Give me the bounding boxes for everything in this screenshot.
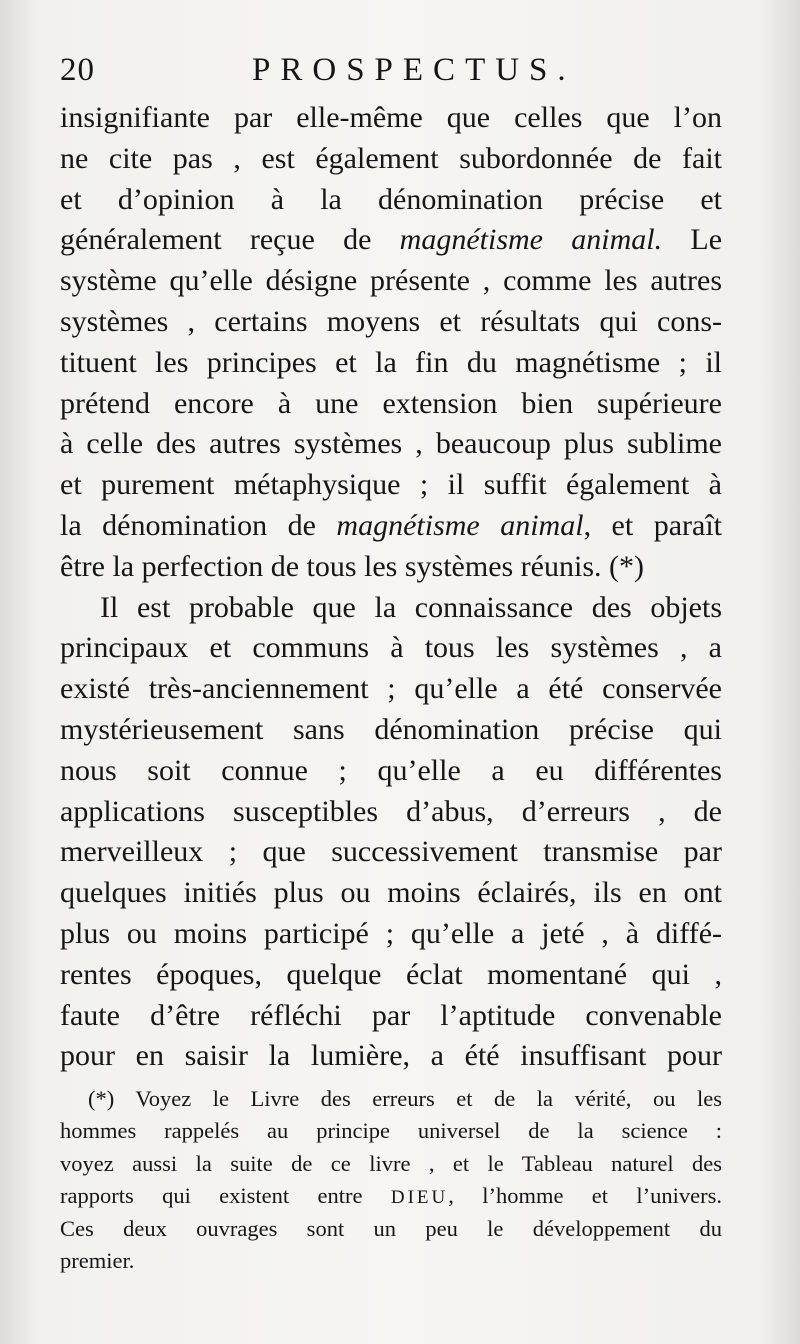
footnote-line: voyez aussi la suite de ce livre , et le Tableau naturel des (60, 1150, 722, 1176)
text-line: plus ou moins participé ; qu’elle a jeté , à diffé- (60, 916, 722, 950)
text-line: tituent les principes et la fin du magnétisme ; il (60, 345, 722, 379)
text-line: nous soit connue ; qu’elle a eu différentes (60, 753, 722, 787)
text-line: systèmes , certains moyens et résultats qui cons- (60, 304, 722, 338)
page-header (60, 48, 740, 98)
text-line: pour en saisir la lumière, a été insuffisant pour (60, 1039, 722, 1073)
text-segment: , l’homme et l’univers. (448, 1183, 722, 1209)
text-segment: Le (662, 223, 722, 257)
footnote-line: premier. (60, 1247, 135, 1273)
footnote-line (60, 1180, 722, 1212)
footnote-line: hommes rappelés au principe universel de la science : (60, 1118, 722, 1144)
smallcaps-term: DIEU (390, 1187, 449, 1209)
text-line: merveilleux ; que successivement transmise par (60, 835, 722, 869)
italic-term: magnétisme animal (336, 508, 584, 542)
text-line: à celle des autres systèmes , beaucoup plus sublime (60, 427, 722, 461)
footnote-line: (*) Voyez le Livre des erreurs et de la vérité, ou les (88, 1086, 722, 1111)
running-title: PROSPECTUS. (252, 52, 576, 88)
text-line: être la perfection de tous les systèmes réunis. (*) (60, 549, 644, 583)
text-line: applications susceptibles d’abus, d’erreurs , de (60, 794, 722, 828)
body-text (60, 98, 722, 1077)
text-line (60, 506, 722, 547)
footnote (60, 1083, 722, 1277)
text-line: et purement métaphysique ; il suffit également à (60, 468, 722, 502)
text-line: mystérieusement sans dénomination précise qui (60, 712, 722, 746)
text-line: existé très-anciennement ; qu’elle a été conservée (60, 672, 722, 706)
paragraph-start-line: Il est probable que la connaissance des objets (100, 590, 722, 624)
text-line: système qu’elle désigne présente , comme les autres (60, 264, 722, 298)
text-line: ne cite pas , est également subordonnée de fait (60, 141, 722, 175)
italic-term: magnétisme animal. (399, 223, 663, 257)
text-line: et d’opinion à la dénomination précise et (60, 182, 722, 216)
text-line: prétend encore à une extension bien supérieure (60, 386, 722, 420)
footnote-line: Ces deux ouvrages sont un peu le développement du (60, 1215, 722, 1241)
text-segment: généralement reçue de (60, 223, 400, 257)
text-line: faute d’être réfléchi par l’aptitude convenable (60, 998, 722, 1032)
text-segment: la dénomination de (60, 508, 337, 542)
text-line: insignifiante par elle-même que celles que l’on (60, 101, 722, 134)
text-line (60, 220, 722, 261)
page-number: 20 (60, 52, 95, 88)
text-segment: rapports qui existent entre (60, 1183, 391, 1209)
text-line: quelques initiés plus ou moins éclairés, ils en ont (60, 876, 722, 910)
text-line: rentes époques, quelque éclat momentané qui , (60, 957, 722, 991)
text-segment: , et paraît (583, 508, 722, 542)
text-line: principaux et communs à tous les systèmes , a (60, 631, 722, 665)
